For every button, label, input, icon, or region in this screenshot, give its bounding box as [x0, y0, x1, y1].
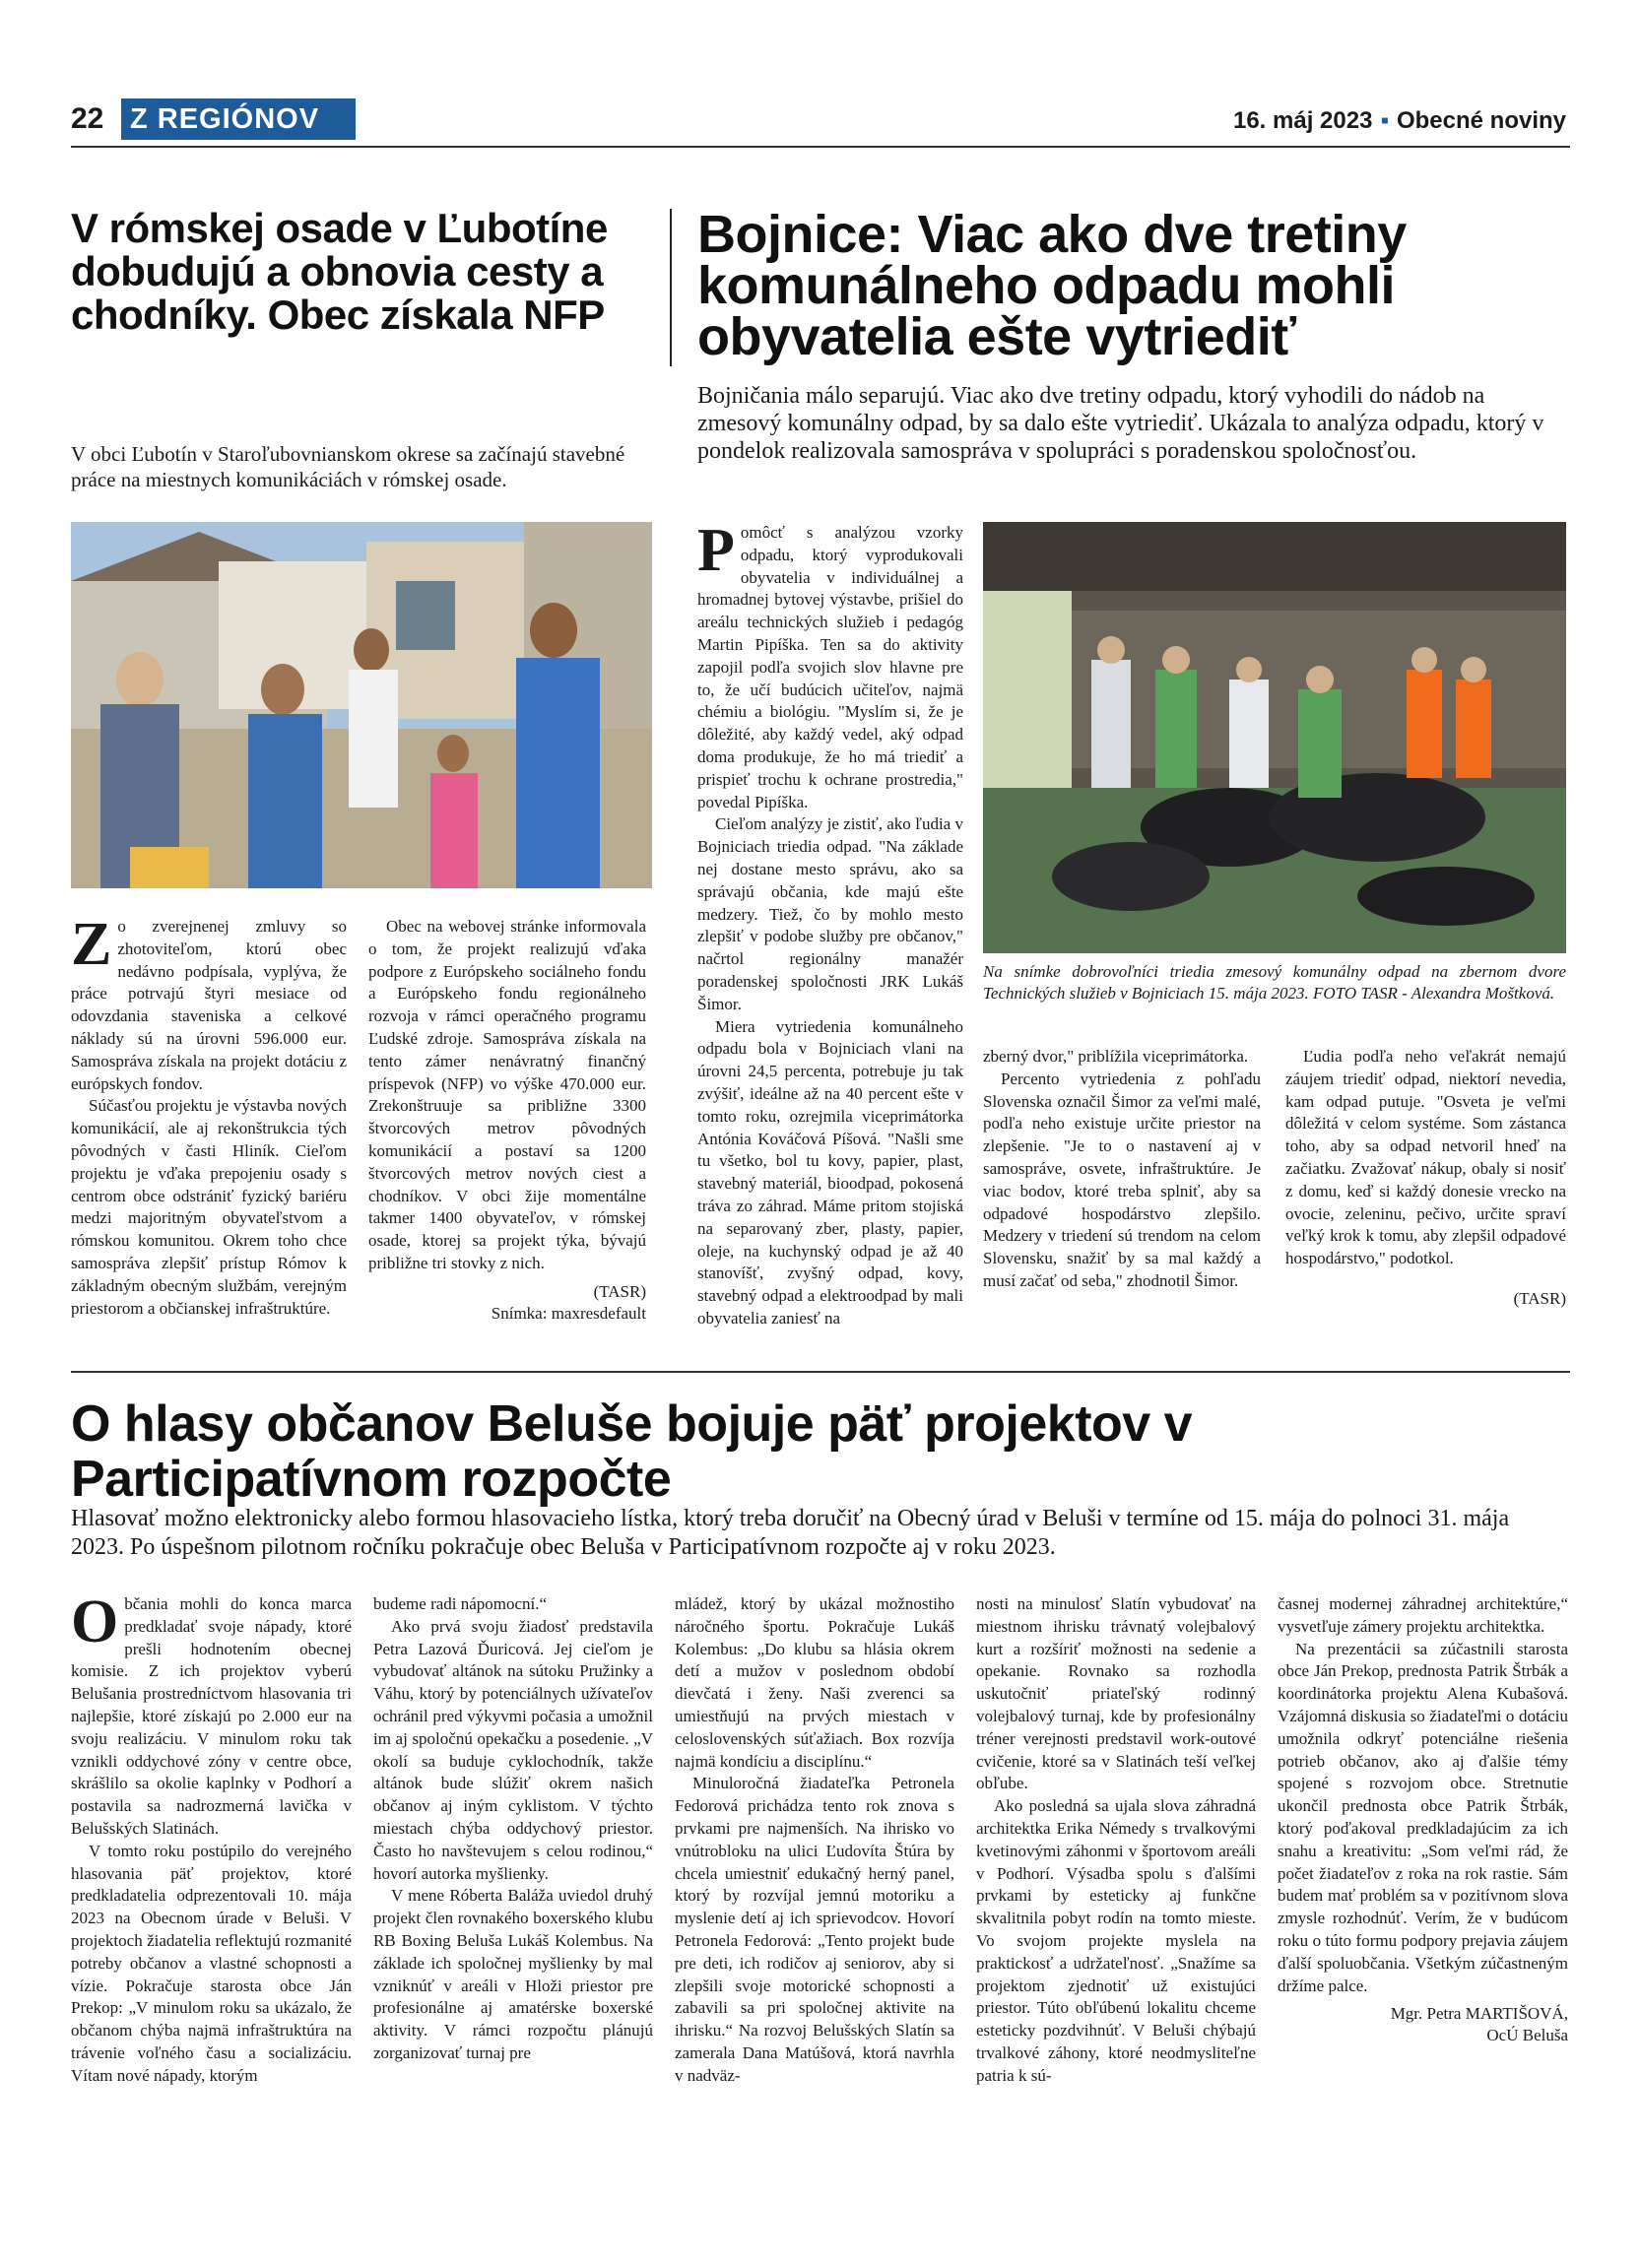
article1-photo	[71, 522, 652, 888]
article1-paragraph	[71, 911, 347, 1095]
dropcap: P	[697, 517, 735, 584]
article3-headline: O hlasy občanov Beluše bojuje päť projektov v Participatívnom rozpočte	[71, 1395, 1193, 1508]
article3-paragraph: V mene Róberta Baláža uviedol druhý projekt člen rovnakého boxerského klubu RB Boxing Beluša Lukáš Kolembus. Na základe ich spoločnej myšlienky by mal vzniknúť v areáli v Hloži priestor pre profesionálne aj amatérske boxerské aktivity. V rámci rozpočtu plánujú zorganizovať turnaj pre	[373, 1886, 653, 2062]
article3-column-4	[976, 1593, 1256, 2088]
article2-paragraph: Ľudia podľa neho veľakrát nemajú záujem triediť odpad, niektorí nevedia, kam odpad putuje. "Osveta je veľmi dôležitá v celom systéme. Som zástanca toho, aby sa odpad netvoril hneď na začiatku. Zvažovať nákup, obaly si nosiť z domu, keď si každý donesie vrecko na ovocie, zeleninu, pečivo, určite spraví veľký krok k tomu, aby zlepšil odpadové hospodárstvo," podotkol.	[1285, 1047, 1566, 1268]
article3-paragraph: nosti na minulosť Slatín vybudovať na miestnom ihrisku trávnatý volejbalový kurt a rozšíriť možnosti na sedenie a opekanie. Rovnako sa rozhodla uskutočniť priateľský rodinný volejbalový turnaj, kde by profesionálny tréner verejnosti predstavil work-outové cvičenie, ktoré sa v Slatinách teší veľkej obľube.	[976, 1594, 1256, 1793]
dropcap: Z	[71, 911, 112, 978]
article1-headline: V rómskej osade v Ľubotíne dobudujú a obnovia cesty a chodníky. Obec získala NFP	[71, 205, 608, 338]
article3-paragraph: Na prezentácii sa zúčastnili starosta obce Ján Prekop, prednosta Patrik Štrbák a koordinátorka projektu Alena Kubašová. Vzájomná diskusia so žiadateľmi o dotáciu umožnila odkryť potenciálne riešenia potrieb občanov, ako aj ďalšie témy spojené s rozvojom obce. Stretnutie ukončil prednosta obce Patrik Štrbák, ktorý poďakoval predkladajúcim za ich snahu a kreativitu: „Som veľmi rád, že počet žiadateľov z roka na rok rastie. Sám budem mať problém sa v pozitívnom slova zmysle rozhodnúť. Verím, že v budúcom roku o túto formu podpory prejavia záujem ďalší spoluobčania. Všetkým zúčastneným držíme palce.	[1278, 1639, 1568, 1995]
article1-column-1	[71, 911, 347, 1320]
article3-author-org: OcÚ Beluša	[1486, 2026, 1568, 2045]
article2-headline: Bojnice: Viac ako dve tretiny komunálneho odpadu mohli obyvatelia ešte vytriediť	[697, 205, 1407, 366]
article2-column-3	[1285, 1046, 1566, 1310]
article2-paragraph: Cieľom analýzy je zistiť, ako ľudia v Bojniciach triedia odpad. "Na základe nej dostane mesto správu, ako sa správajú občania, kde majú ešte medzery. Tiež, čo by mohlo mesto zlepšiť v podobe služby pre občanov," načrtol regionálny manažér poradenskej spoločnosti JRK Lukáš Šimor.	[697, 814, 963, 1013]
header-rule	[71, 146, 1570, 148]
section-divider	[71, 1371, 1570, 1373]
roma-settlement-photo	[71, 522, 652, 888]
article3-paragraph: mládež, ktorý by ukázal možnostiho náročného športu. Pokračuje Lukáš Kolembus: „Do klubu sa hlásia okrem detí a mužov v poslednom období dievčatá i ženy. Naši zverenci sa umiestňujú na prvých miestach v celoslovenských súťažiach. Box rozvíja najmä kondíciu a disciplínu.“	[675, 1594, 954, 1771]
article3-column-5	[1278, 1593, 1568, 2046]
article3-paragraph: V tomto roku postúpilo do verejného hlasovania päť projektov, ktoré predkladatelia odprezentovali 10. mája 2023 na Obecnom úrade v Beluši. V projektoch žiadatelia reflektujú rozmanité potreby občanov a vlastné schopnosti a vízie. Pokračuje starosta obce Ján Prekop: „V minulom roku sa ukázalo, že občanom chýba najmä infraštruktúra na trávenie voľného času a socializáciu. Vítam nové nápady, ktorým	[71, 1841, 352, 2085]
article2-paragraph: Percento vytriedenia z pohľadu Slovenska označil Šimor za veľmi malé, podľa neho existuje určite priestor na zlepšenie. "Je to o nastavení aj v samospráve, osvete, infraštruktúre. Je viac bodov, ktoré treba splniť, aby sa odpadové hospodárstvo zlepšilo. Medzery v triedení sú trendom na celom Slovensku, snažiť by sa mal každý a musí začať od seba," zhodnotil Šimor.	[983, 1069, 1261, 1290]
article3-paragraph: budeme radi nápomocní.“	[373, 1594, 548, 1613]
article2-column-1	[697, 517, 963, 1330]
article1-lead: V obci Ľubotín v Staroľubovnianskom okrese sa začínajú stavebné práce na miestnych komunikáciách v rómskej osade.	[71, 442, 625, 491]
paragraph-text: omôcť s analýzou vzorky odpadu, ktorý vyprodukovali obyvatelia v individuálnej a hromadnej bytovej výstavbe, prišiel do areálu technických služieb i pedagóg Martin Pipíška. Ten sa do aktivity zapojil podľa svojich slov hlavne pre to, že učí budúcich učiteľov, najmä chémiu a biológiu. "Myslím si, že je dôležité, aby každý vedel, aký odpad doma produkuje, že ho má triediť a prispieť trochu k ochrane prostredia," povedal Pipíška.	[697, 523, 963, 811]
issue-date: 16. máj 2023	[1232, 107, 1373, 134]
article2-source: (TASR)	[1513, 1288, 1566, 1308]
article3-paragraph: Ako prvá svoju žiadosť predstavila Petra Lazová Ďuricová. Jej cieľom je vybudovať altánok na sútoku Pružinky a Váhu, ktorý by potenciálnych užívateľov ochránil pred výkyvmi počasia a umožnil im aj spoločnú opekačku a posedenie. „V okolí sa buduje cyklochodník, takže altánok bude slúžiť okrem našich občanov aj iným cyklistom. V týchto miestach chýba oddychový priestor. Často ho navštevujem s celou rodinou,“ hovorí autorka myšlienky.	[373, 1616, 653, 1883]
article2-lead: Bojničania málo separujú. Viac ako dve tretiny odpadu, ktorý vyhodili do nádob na zmesový komunálny odpad, by sa dalo ešte vytriediť. Ukázala to analýza odpadu, ktorý v pondelok realizovala samospráva v spolupráci s poradenskou spoločnosťou.	[697, 383, 1544, 464]
article3-column-1	[71, 1588, 352, 2088]
article3-column-2	[373, 1593, 653, 2065]
article2-paragraph	[697, 517, 963, 813]
article1-photo-credit: Snímka: maxresdefault	[491, 1303, 646, 1323]
article2-photo-caption: Na snímke dobrovoľníci triedia zmesový komunálny odpad na zbernom dvore Technických služieb v Bojniciach 15. mája 2023. FOTO TASR - Alexandra Moštková.	[983, 962, 1566, 1003]
article3-lead: Hlasovať možno elektronicky alebo formou hlasovacieho lístka, ktorý treba doručiť na Obecný úrad v Beluši v termíne od 15. mája do polnoci 31. mája 2023. Po úspešnom pilotnom ročníku pokračuje obec Beluša v Participatívnom rozpočte aj v roku 2023.	[71, 1506, 1510, 1560]
column-divider	[670, 209, 672, 366]
article1-source: (TASR)	[593, 1281, 646, 1301]
article3-author: Mgr. Petra MARTIŠOVÁ,	[1390, 2004, 1568, 2024]
article2-paragraph: Miera vytriedenia komunálneho odpadu bola v Bojniciach vlani na úrovni 24,5 percenta, potrebuje ju tak zvýšiť, ideálne až na 40 percent ešte v tomto roku, ozrejmila viceprimátorka Antónia Kováčová Píšová. "Našli sme tu všetko, bol tu kovy, papier, plast, stavebný materiál, bioodpad, pokosená tráva zo záhrad. Máme pritom stojiská na separovaný zber, plasty, papier, oleje, na kuchynský odpad je až 40 stanovíšť, zvyšný odpad, kovy, stavebný odpad a elektroodpad by mali obyvatelia zaniesť na	[697, 1016, 963, 1328]
article1-column-2	[368, 916, 646, 1325]
article3-column-3	[675, 1593, 954, 2088]
waste-sorting-photo	[983, 522, 1566, 953]
dropcap: O	[71, 1588, 119, 1655]
article3-paragraph: Ako posledná sa ujala slova záhradná architektka Erika Némedy s trvalkovými kvetinovými záhonmi v športovom areáli v Podhorí. Výsadba spolu s ďalšími prvkami by esteticky aj funkčne skvalitnila pobyt rodín na tomto mieste. Vo svojom projekte myslela na praktickosť a udržateľnosť. „Snažíme sa projektom zjednotiť už existujúci priestor. Túto obľúbenú lokalitu chceme esteticky pozdvihnúť. V Beluši chýbajú trvalkové záhony, ktoré neodmysliteľne patria k sú-	[976, 1796, 1256, 2085]
issue-info	[1233, 106, 1566, 136]
paragraph-text: bčania mohli do konca marca predkladať svoje nápady, ktoré prešli hodnotením obecnej komisie. Z ich projektov vyberú Belušania prostredníctvom hlasovania tri najlepšie, ktoré získajú po 2.000 eur na svoju realizáciu. V minulom roku tak vznikli oddychové zóny v centre obce, skrášlilo sa okolie kaplnky v Podhorí a postavila sa nadrozmerná lavička v Belušských Slatinách.	[71, 1594, 352, 1838]
publication-name: Obecné noviny	[1396, 107, 1566, 134]
article1-paragraph: Obec na webovej stránke informovala o tom, že projekt realizujú vďaka podpore z Európskeho sociálneho fondu a Európskeho fondu regionálneho rozvoja v rámci operačného programu Ľudské zdroje. Samospráva získala na tento zámer nenávratný finančný príspevok (NFP) vo výške 470.000 eur. Zrekonštruuje sa približne 3300 štvorcových metrov pôvodných komunikácií a postaví sa 1200 štvorcových metrov nových ciest a chodníkov. V obci žije momentálne takmer 1400 obyvateľov, v rómskej osade, ktorej sa projekt týka, bývajú približne tri stovky z nich.	[368, 917, 646, 1272]
article3-paragraph	[71, 1588, 352, 1841]
separator-dot: ▪	[1380, 107, 1389, 134]
article1-paragraph: Súčasťou projektu je výstavba nových komunikácií, ale aj rekonštrukcia tých pôvodných v časti Hliník. Cieľom projektu je vďaka prepojeniu osady s centrom obce odstrániť fyzický bariéru medzi majoritným obyvateľstvom a rómskou komunitou. Okrem toho chce samospráva zlepšiť prístup Rómov k základným obecným službám, verejným priestorom a občianskej infraštruktúre.	[71, 1096, 347, 1318]
page-number: 22	[71, 102, 104, 135]
article2-column-2	[983, 1046, 1261, 1293]
paragraph-text: o zverejnenej zmluvy so zhotoviteľom, ktorú obec nedávno podpísala, vyplýva, že práce potrvajú štyri mesiace od odovzdania staveniska a celkové náklady sú na úrovni 596.000 eur. Samospráva získala na projekt dotáciu z európskych fondov.	[71, 917, 347, 1093]
article3-paragraph: Minuloročná žiadateľka Petronela Fedorová prichádza tento rok znova s prvkami pre najmenších. Na ihrisko vo vnútrobloku na ulici Ľudovíta Štúra by chcela umiestniť edukačný herný panel, ktorý by rozvíjal jemnú motoriku a myslenie detí aj ich sprievodcov. Hovorí Petronela Fedorová: „Tento projekt bude pre deti, ich rodičov aj seniorov, aby si zlepšili svoje motorické schopnosti a zabavili sa pri spoločnej aktivite na ihrisku.“ Na rozvoj Belušských Slatín sa zamerala Dana Matúšová, ktorá navrhla v nadväz-	[675, 1774, 954, 2085]
article2-paragraph: zberný dvor," priblížila viceprimátorka.	[983, 1047, 1249, 1066]
article2-photo	[983, 522, 1566, 953]
article3-paragraph: časnej modernej záhradnej architektúre,“ vysvetľuje zámery projektu architektka.	[1278, 1594, 1568, 1636]
section-label: Z REGIÓNOV	[121, 98, 356, 140]
